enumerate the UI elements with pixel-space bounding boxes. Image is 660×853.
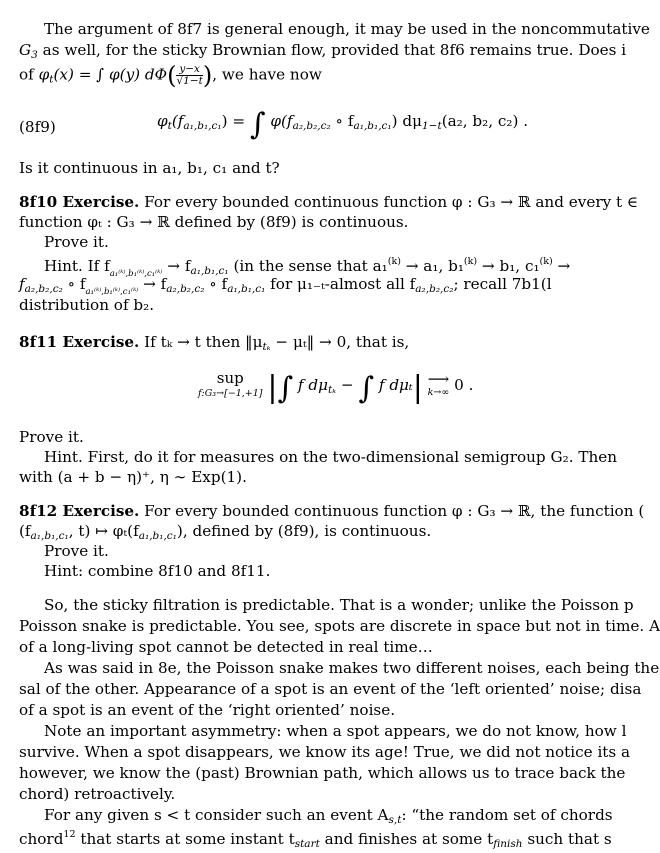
text-line: chord) retroactively.: [19, 785, 176, 803]
text-line: of a spot is an event of the ‘right oriented’ noise.: [19, 701, 396, 719]
text-line: For any given s < t consider such an event $A_{s,t}$: “the random set of chords: [44, 806, 613, 826]
sup-operator: sup f:G₃→[−1,+1]: [198, 369, 263, 399]
display-equation: $\varphi_t(f_{a_1,b_1,c_1})$ = ∫ $\varphi(f_{a_2,b_2,c_2}$ ∘ $f_{a_1,b_1,c_1}$) $d\mu_{1-t}(a_2$, b₂, c₂) .: [157, 107, 529, 142]
prove-label: Prove it.: [19, 428, 84, 446]
text-line: So, the sticky filtration is predictable. That is a wonder; unlike the Poisson p: [44, 596, 634, 614]
text-line: distribution of b₂.: [19, 296, 155, 314]
text-line: of $\varphi_t(x)$ = ∫ φ(y) dΦ( $\frac{y-x}{√1-t}$ ), we have now: [19, 61, 322, 90]
text-line: $f_{a_2,b_2,c_2}$ ∘ $f_{a_1^(ᵏ^),b_1^(ᵏ^),c_1^(ᵏ^)} \to f_{a_2,b_2,c_2}$ ∘ $f_{a_1,b_1,c_1}$ for μ₁₋ₜ-almost all $f_{a_2,b_2,c_2}$; recall 7b1(l: [19, 275, 552, 297]
limit-arrow: ⟶ k→∞: [427, 370, 450, 398]
text-line: Is it continuous in a₁, b₁, c₁ and t?: [19, 159, 280, 177]
text-line: Note an important asymmetry: when a spot appears, we do not know, how l: [44, 722, 627, 740]
text-line: The argument of 8f7 is general enough, it may be used in the noncommutative: [44, 20, 650, 38]
text-line: ($f_{a_1,b_1,c_1}$, t) ↦ $\varphi_t(f_{a_1,b_1,c_1})$, defined by (8f9), is continuous.: [19, 522, 432, 542]
text-line: of a long-living spot cannot be detected in real time…: [19, 638, 433, 656]
equation-tag: (8f9): [19, 118, 56, 136]
text-line: Poisson snake is predictable. You see, spots are discrete in space but not in time. A: [19, 617, 660, 635]
text-line: Hint. First, do it for measures on the two-dimensional semigroup G₂. Then: [44, 448, 618, 466]
prove-label: Prove it.: [44, 542, 109, 560]
text-line: Hint: combine 8f10 and 8f11.: [44, 562, 271, 580]
prove-label: Prove it.: [44, 233, 109, 251]
exercise-8f12: 8f12 Exercise. For every bounded continuous function φ : G₃ → ℝ, the function (: [19, 502, 645, 520]
exercise-8f11: 8f11 Exercise. If tₖ → t then $‖\mu_{t_k}$ − μₜ‖ → 0, that is,: [19, 333, 410, 353]
display-equation: sup f:G₃→[−1,+1] |∫ f $d\mu_{t_k}$ − ∫ f dμₜ| ⟶ k→∞ 0 .: [198, 369, 474, 406]
fraction: $\frac{y-x}{√1-t}$: [176, 63, 203, 87]
text-line: As was said in 8e, the Poisson snake makes two different noises, each being the: [44, 659, 660, 677]
text-line: chord$^{12}$ that starts at some instant $t_{start}$ and finishes at some $t_{finish}$ such that s: [19, 829, 612, 850]
text-line: survive. When a spot disappears, we know its age! True, we did not notice its a: [19, 743, 631, 761]
text-line: $G_3$ as well, for the sticky Brownian flow, provided that 8f6 remains true. Does i: [19, 41, 627, 61]
text-line: however, we know the (past) Brownian path, which allows us to trace back the: [19, 764, 626, 782]
text-line: function φₜ : G₃ → ℝ defined by (8f9) is continuous.: [19, 213, 409, 231]
text-line: with (a + b − η)⁺, η ∼ Exp(1).: [19, 468, 247, 486]
text-line: Hint. If $f_{a_1^(ᵏ^),b_1^(ᵏ^),c_1^(ᵏ^)} \to f_{a_1,b_1,c_1}$ (in the sense that a₁$^{(k)}$ → a₁, b₁$^{(k)}$ → b₁, c₁$^{(k)}$ →: [44, 256, 571, 279]
exercise-8f10: 8f10 Exercise. For every bounded continuous function φ : G₃ → ℝ and every t ∈: [19, 193, 639, 211]
text-line: sal of the other. Appearance of a spot is an event of the ‘left oriented’ noise; disa: [19, 680, 642, 698]
